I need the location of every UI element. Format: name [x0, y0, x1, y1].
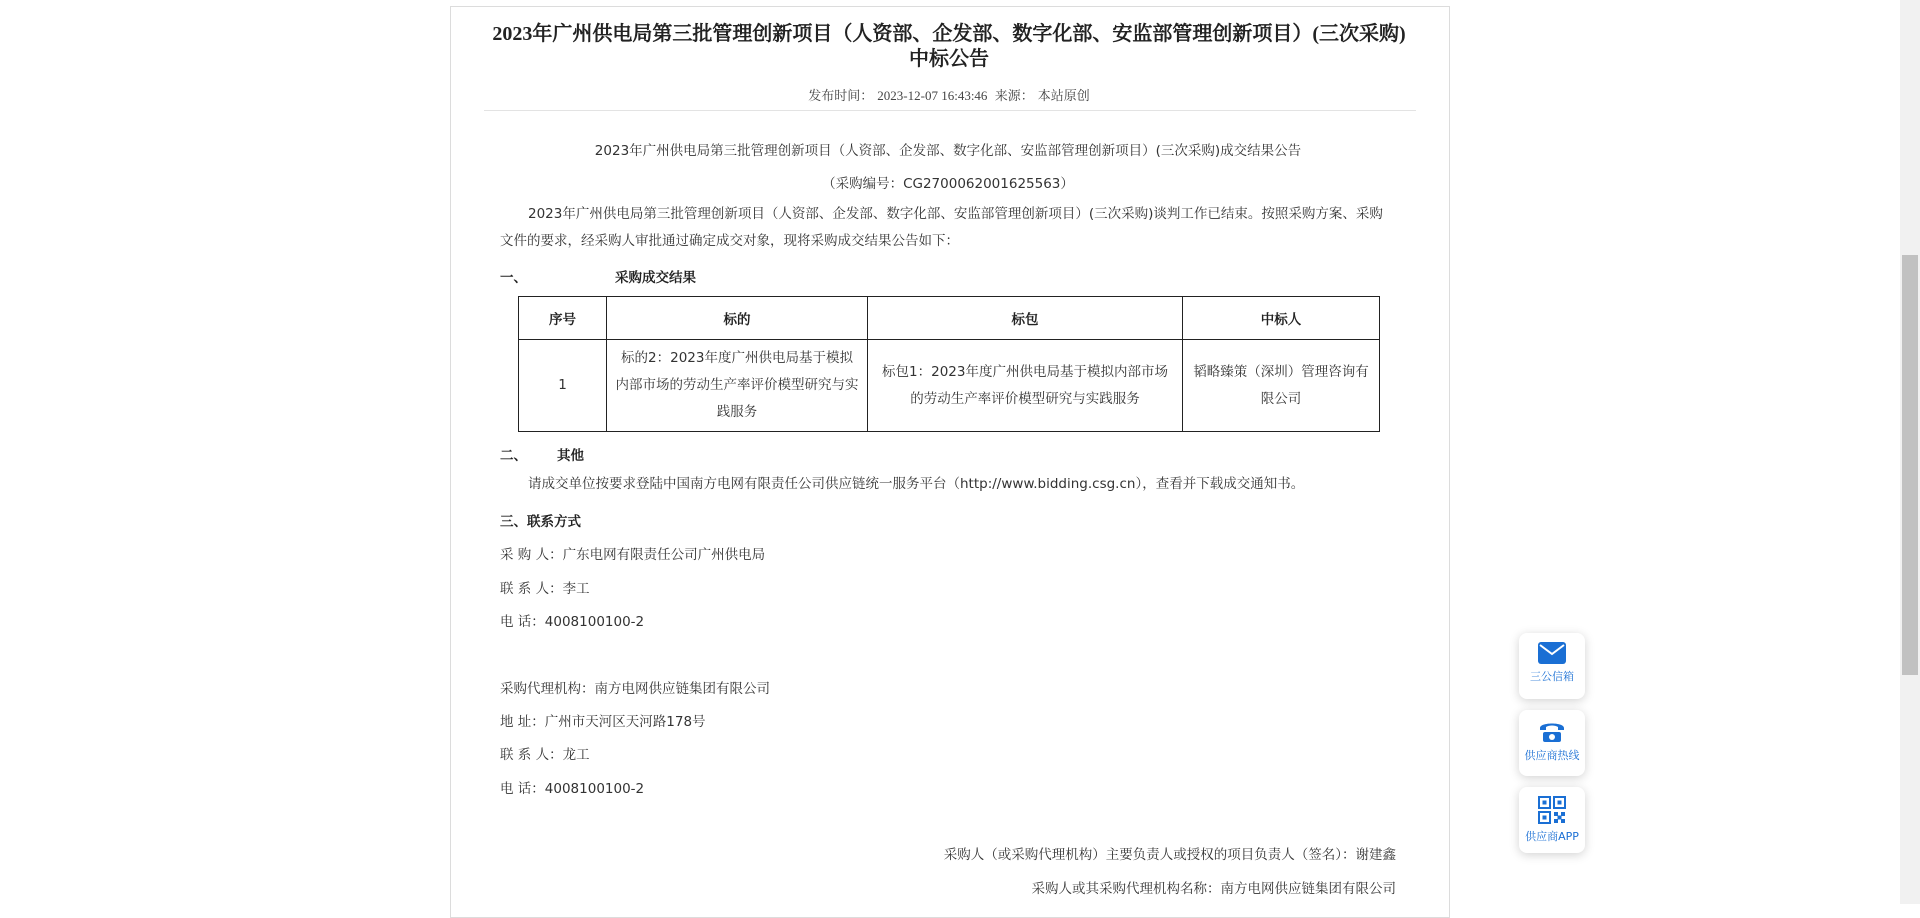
cell-subject: 标的2：2023年度广州供电局基于模拟内部市场的劳动生产率评价模型研究与实践服务 — [607, 340, 868, 432]
contact-line: 电 话：4008100100-2 — [500, 614, 645, 630]
section-1-number: 一、 — [500, 270, 527, 286]
section-2-title: 其他 — [557, 448, 584, 464]
publish-time: 2023-12-07 16:43:46 — [877, 88, 988, 103]
signature-line-2: 采购人或其采购代理机构名称：南方电网供应链集团有限公司 — [1031, 881, 1396, 897]
cell-index: 1 — [519, 340, 607, 432]
app-button[interactable] — [1519, 787, 1585, 853]
heading-line: 2023年广州供电局第三批管理创新项目（人资部、企发部、数字化部、安监部管理创新项目）(三次采购)成交结果公告 — [594, 143, 1302, 159]
intro-paragraph: 2023年广州供电局第三批管理创新项目（人资部、企发部、数字化部、安监部管理创新项目）(三次采购)谈判工作已结束。按照采购方案、采购文件的要求，经采购人审批通过确定成交对象，现将采购成交结果公告如下： — [500, 206, 1383, 249]
col-index: 序号 — [519, 297, 607, 340]
hotline-button[interactable] — [1519, 710, 1585, 776]
title-divider — [484, 110, 1416, 111]
section-2-number: 二、 — [500, 448, 527, 464]
contact-line: 联 系 人：龙工 — [500, 747, 590, 763]
contact-line: 采 购 人：广东电网有限责任公司广州供电局 — [500, 547, 766, 563]
qr-code-icon — [1538, 796, 1566, 824]
result-table — [518, 296, 1380, 432]
cell-package: 标包1：2023年度广州供电局基于模拟内部市场的劳动生产率评价模型研究与实践服务 — [868, 340, 1183, 432]
publish-label: 发布时间： — [808, 88, 874, 103]
scrollbar-thumb[interactable] — [1902, 255, 1918, 675]
hotline-label: 供应商热线 — [1524, 749, 1580, 762]
table-row — [519, 340, 1380, 432]
mail-icon — [1538, 642, 1566, 664]
cell-winner: 韬略臻策（深圳）管理咨询有限公司 — [1183, 340, 1380, 432]
mailbox-label: 三公信箱 — [1530, 670, 1574, 683]
telephone-icon — [1538, 719, 1566, 743]
table-header-row — [519, 297, 1380, 340]
col-package: 标包 — [868, 297, 1183, 340]
article-title: 2023年广州供电局第三批管理创新项目（人资部、企发部、数字化部、安监部管理创新项目）(三次采购)中标公告 — [492, 23, 1406, 70]
col-subject: 标的 — [607, 297, 868, 340]
section-1-heading — [500, 266, 1396, 286]
contact-line: 联 系 人：李工 — [500, 581, 590, 597]
section-3-heading: 三、联系方式 — [500, 514, 581, 530]
signature-line-1: 采购人（或采购代理机构）主要负责人或授权的项目负责人（签名）：谢建鑫 — [943, 847, 1396, 863]
source-label: 来源： — [994, 88, 1034, 103]
other-paragraph: 请成交单位按要求登陆中国南方电网有限责任公司供应链统一服务平台（http://www.bidding.csg.cn），查看并下载成交通知书。 — [528, 476, 1305, 492]
mailbox-button[interactable] — [1519, 633, 1585, 699]
contact-line: 电 话：4008100100-2 — [500, 781, 645, 797]
procurement-number: （采购编号：CG2700062001625563） — [822, 176, 1074, 192]
contact-line: 地 址：广州市天河区天河路178号 — [500, 714, 706, 730]
contact-line: 采购代理机构：南方电网供应链集团有限公司 — [500, 681, 770, 697]
col-winner: 中标人 — [1183, 297, 1380, 340]
section-1-title: 采购成交结果 — [615, 270, 696, 286]
app-label: 供应商APP — [1525, 830, 1579, 843]
section-2-heading — [500, 444, 1396, 464]
article-meta — [484, 85, 1414, 104]
source-value: 本站原创 — [1037, 88, 1090, 103]
